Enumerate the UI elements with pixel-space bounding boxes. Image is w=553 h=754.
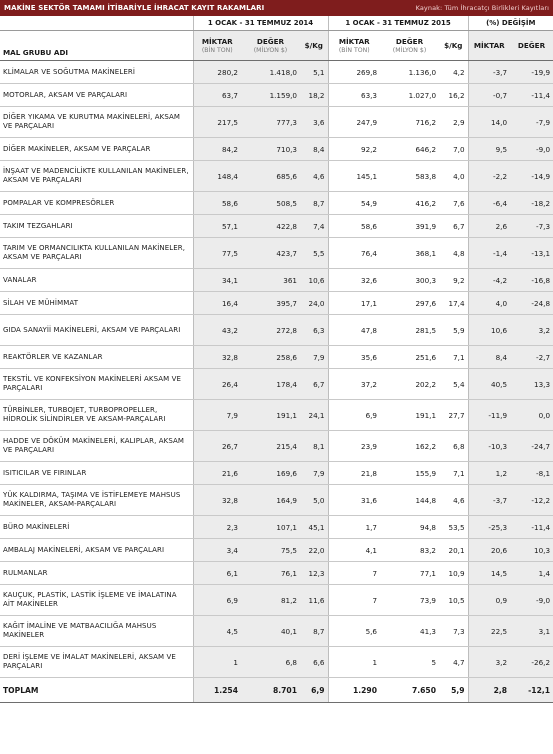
miktar-2014-cell: 280,2 xyxy=(193,61,241,84)
deger-2014-header xyxy=(241,31,300,61)
change-miktar-cell: 22,5 xyxy=(468,616,510,647)
miktar-2015-cell: 247,9 xyxy=(328,107,380,138)
perkg-2015-cell: 27,7 xyxy=(439,400,468,431)
table-row xyxy=(0,400,553,431)
change-miktar-cell: 1,2 xyxy=(468,462,510,485)
deger-label: DEĞER xyxy=(395,36,424,46)
deger-2015-cell: 155,9 xyxy=(380,462,439,485)
group-name-cell: YÜK KALDIRMA, TAŞIMA VE İSTİFLEMEYE MAHSUS MAKİNELER, AKSAM-PARÇALARI xyxy=(0,485,193,516)
perkg-2014-cell: 7,4 xyxy=(300,215,328,238)
table-row xyxy=(0,315,553,346)
deger-2015-header xyxy=(380,31,439,61)
miktar-2014-cell: 217,5 xyxy=(193,107,241,138)
change-deger-cell: 3,2 xyxy=(510,315,553,346)
miktar-2014-cell: 3,4 xyxy=(193,539,241,562)
change-deger-cell: -13,1 xyxy=(510,238,553,269)
perkg-2015-cell: 4,0 xyxy=(439,161,468,192)
miktar-2015-cell: 4,1 xyxy=(328,539,380,562)
change-deger-cell: -26,2 xyxy=(510,647,553,678)
total-miktar-2015: 1.290 xyxy=(328,678,380,703)
perkg-2014-cell: 3,6 xyxy=(300,107,328,138)
perkg-2014-cell: 8,1 xyxy=(300,431,328,462)
perkg-2014-cell: 8,7 xyxy=(300,192,328,215)
perkg-2014-cell: 5,5 xyxy=(300,238,328,269)
change-miktar-cell: -11,9 xyxy=(468,400,510,431)
table-row xyxy=(0,84,553,107)
miktar-2014-cell: 7,9 xyxy=(193,400,241,431)
total-perkg-2015: 5,9 xyxy=(439,678,468,703)
deger-2014-cell: 215,4 xyxy=(241,431,300,462)
header-empty-cell xyxy=(0,16,193,31)
table-row xyxy=(0,107,553,138)
group-name-cell: DERİ İŞLEME VE İMALAT MAKİNELERİ, AKSAM VE PARÇALARI xyxy=(0,647,193,678)
deger-2014-cell: 423,7 xyxy=(241,238,300,269)
perkg-2014-cell: 6,7 xyxy=(300,369,328,400)
deger-unit: (MİLYON $) xyxy=(253,46,288,54)
total-change-miktar: 2,8 xyxy=(468,678,510,703)
deger-2014-cell: 508,5 xyxy=(241,192,300,215)
miktar-2014-cell: 148,4 xyxy=(193,161,241,192)
change-deger-cell: 3,1 xyxy=(510,616,553,647)
deger-2015-cell: 5 xyxy=(380,647,439,678)
group-name-cell: POMPALAR VE KOMPRESÖRLER xyxy=(0,192,193,215)
change-deger-cell: -14,9 xyxy=(510,161,553,192)
group-name-cell: GIDA SANAYİİ MAKİNELERİ, AKSAM VE PARÇALARI xyxy=(0,315,193,346)
table-row xyxy=(0,431,553,462)
deger-2015-cell: 251,6 xyxy=(380,346,439,369)
perkg-2015-cell: 10,9 xyxy=(439,562,468,585)
export-table xyxy=(0,16,553,703)
miktar-2015-cell: 21,8 xyxy=(328,462,380,485)
group-name-cell: REAKTÖRLER VE KAZANLAR xyxy=(0,346,193,369)
miktar-2014-cell: 57,1 xyxy=(193,215,241,238)
deger-2015-cell: 94,8 xyxy=(380,516,439,539)
change-miktar-cell: 0,9 xyxy=(468,585,510,616)
table-row xyxy=(0,616,553,647)
miktar-2015-cell: 47,8 xyxy=(328,315,380,346)
deger-2015-cell: 391,9 xyxy=(380,215,439,238)
perkg-2015-cell: 2,9 xyxy=(439,107,468,138)
miktar-2014-cell: 6,9 xyxy=(193,585,241,616)
perkg-2014-cell: 6,3 xyxy=(300,315,328,346)
miktar-2014-cell: 21,6 xyxy=(193,462,241,485)
change-miktar-cell: -25,3 xyxy=(468,516,510,539)
change-deger-header: DEĞER xyxy=(510,31,553,61)
perkg-2015-cell: 7,0 xyxy=(439,138,468,161)
deger-label: DEĞER xyxy=(256,36,285,46)
perkg-2015-cell: 5,9 xyxy=(439,315,468,346)
miktar-2015-cell: 7 xyxy=(328,562,380,585)
perkg-2014-cell: 5,1 xyxy=(300,61,328,84)
change-deger-cell: -24,7 xyxy=(510,431,553,462)
table-row xyxy=(0,346,553,369)
change-deger-cell: -11,4 xyxy=(510,516,553,539)
deger-2015-cell: 41,3 xyxy=(380,616,439,647)
change-deger-cell: 13,3 xyxy=(510,369,553,400)
deger-2014-cell: 81,2 xyxy=(241,585,300,616)
group-name-cell: AMBALAJ MAKİNELERİ, AKSAM VE PARÇALARI xyxy=(0,539,193,562)
deger-2015-cell: 1.027,0 xyxy=(380,84,439,107)
table-row xyxy=(0,138,553,161)
group-name-cell: KAĞIT İMALİNE VE MATBAACILIĞA MAHSUS MAKİNELER xyxy=(0,616,193,647)
table-row xyxy=(0,462,553,485)
change-deger-cell: 0,0 xyxy=(510,400,553,431)
table-row xyxy=(0,562,553,585)
deger-2014-cell: 75,5 xyxy=(241,539,300,562)
deger-2014-cell: 191,1 xyxy=(241,400,300,431)
deger-2014-cell: 1.418,0 xyxy=(241,61,300,84)
miktar-2014-cell: 77,5 xyxy=(193,238,241,269)
perkg-2015-cell: 6,7 xyxy=(439,215,468,238)
table-row xyxy=(0,292,553,315)
perkg-2014-cell: 22,0 xyxy=(300,539,328,562)
deger-2014-cell: 685,6 xyxy=(241,161,300,192)
change-miktar-cell: 14,5 xyxy=(468,562,510,585)
group-name-cell: TÜRBİNLER, TURBOJET, TURBOPROPELLER, HİDROLİK SİLİNDİRLER VE AKSAM-PARÇALARI xyxy=(0,400,193,431)
total-deger-2014: 8.701 xyxy=(241,678,300,703)
perkg-2015-cell: 7,6 xyxy=(439,192,468,215)
miktar-unit: (BİN TON) xyxy=(338,46,370,54)
perkg-2014-cell: 10,6 xyxy=(300,269,328,292)
deger-2014-cell: 777,3 xyxy=(241,107,300,138)
table-row xyxy=(0,161,553,192)
deger-2015-cell: 716,2 xyxy=(380,107,439,138)
deger-2014-cell: 169,6 xyxy=(241,462,300,485)
change-miktar-cell: 20,6 xyxy=(468,539,510,562)
miktar-2014-cell: 32,8 xyxy=(193,485,241,516)
deger-2015-cell: 73,9 xyxy=(380,585,439,616)
perkg-2014-cell: 6,6 xyxy=(300,647,328,678)
miktar-2014-cell: 84,2 xyxy=(193,138,241,161)
perkg-2014-cell: 24,0 xyxy=(300,292,328,315)
perkg-2014-cell: 8,7 xyxy=(300,616,328,647)
perkg-2015-cell: 4,6 xyxy=(439,485,468,516)
miktar-2015-cell: 63,3 xyxy=(328,84,380,107)
deger-2015-cell: 83,2 xyxy=(380,539,439,562)
deger-2015-cell: 77,1 xyxy=(380,562,439,585)
deger-2015-cell: 300,3 xyxy=(380,269,439,292)
miktar-2014-cell: 1 xyxy=(193,647,241,678)
table-body xyxy=(0,61,553,678)
deger-2014-cell: 6,8 xyxy=(241,647,300,678)
deger-2014-cell: 164,9 xyxy=(241,485,300,516)
miktar-2015-cell: 5,6 xyxy=(328,616,380,647)
deger-2014-cell: 272,8 xyxy=(241,315,300,346)
deger-2015-cell: 368,1 xyxy=(380,238,439,269)
table-row xyxy=(0,516,553,539)
perkg-2015-cell: 17,4 xyxy=(439,292,468,315)
miktar-2014-cell: 16,4 xyxy=(193,292,241,315)
change-miktar-cell: 10,6 xyxy=(468,315,510,346)
perkg-2014-cell: 7,9 xyxy=(300,462,328,485)
perkg-2015-cell: 9,2 xyxy=(439,269,468,292)
change-miktar-cell: 8,4 xyxy=(468,346,510,369)
change-miktar-cell: 4,0 xyxy=(468,292,510,315)
miktar-2014-cell: 6,1 xyxy=(193,562,241,585)
table-row xyxy=(0,585,553,616)
perkg-2015-cell: 20,1 xyxy=(439,539,468,562)
total-label: TOPLAM xyxy=(0,678,193,703)
change-deger-cell: -18,2 xyxy=(510,192,553,215)
change-deger-cell: -12,2 xyxy=(510,485,553,516)
group-name-cell: TAKIM TEZGAHLARI xyxy=(0,215,193,238)
deger-2015-cell: 416,2 xyxy=(380,192,439,215)
miktar-2015-cell: 1,7 xyxy=(328,516,380,539)
change-miktar-header: MİKTAR xyxy=(468,31,510,61)
miktar-2014-cell: 4,5 xyxy=(193,616,241,647)
deger-2014-cell: 422,8 xyxy=(241,215,300,238)
table-row xyxy=(0,269,553,292)
deger-2014-cell: 361 xyxy=(241,269,300,292)
miktar-2015-cell: 23,9 xyxy=(328,431,380,462)
miktar-2015-cell: 7 xyxy=(328,585,380,616)
group-name-cell: VANALAR xyxy=(0,269,193,292)
miktar-2014-cell: 32,8 xyxy=(193,346,241,369)
perkg-2015-cell: 4,7 xyxy=(439,647,468,678)
perkg-2015-header: $/Kg xyxy=(439,31,468,61)
group-name-cell: TEKSTİL VE KONFEKSİYON MAKİNELERİ AKSAM VE PARÇALARI xyxy=(0,369,193,400)
total-perkg-2014: 6,9 xyxy=(300,678,328,703)
group-name-cell: İNŞAAT VE MADENCİLİKTE KULLANILAN MAKİNELER, AKSAM VE PARÇALARI xyxy=(0,161,193,192)
perkg-2014-cell: 12,3 xyxy=(300,562,328,585)
change-deger-cell: -8,1 xyxy=(510,462,553,485)
period-2014-header: 1 OCAK - 31 TEMMUZ 2014 xyxy=(193,16,328,31)
deger-2015-cell: 202,2 xyxy=(380,369,439,400)
change-deger-cell: 1,4 xyxy=(510,562,553,585)
table-row xyxy=(0,61,553,84)
miktar-2015-cell: 17,1 xyxy=(328,292,380,315)
perkg-2014-cell: 24,1 xyxy=(300,400,328,431)
table-row xyxy=(0,539,553,562)
change-deger-cell: -2,7 xyxy=(510,346,553,369)
group-name-cell: SİLAH VE MÜHİMMAT xyxy=(0,292,193,315)
change-header: (%) DEĞİŞİM xyxy=(468,16,553,31)
perkg-2014-cell: 5,0 xyxy=(300,485,328,516)
perkg-2015-cell: 7,1 xyxy=(439,462,468,485)
miktar-2015-cell: 37,2 xyxy=(328,369,380,400)
table-row xyxy=(0,192,553,215)
perkg-2015-cell: 4,8 xyxy=(439,238,468,269)
perkg-2015-cell: 7,3 xyxy=(439,616,468,647)
change-miktar-cell: 2,6 xyxy=(468,215,510,238)
perkg-2014-cell: 11,6 xyxy=(300,585,328,616)
group-name-cell: DİĞER YIKAMA VE KURUTMA MAKİNELERİ, AKSAM VE PARÇALARI xyxy=(0,107,193,138)
table-row xyxy=(0,485,553,516)
deger-2015-cell: 191,1 xyxy=(380,400,439,431)
group-name-cell: TARIM VE ORMANCILIKTA KULLANILAN MAKİNELER, AKSAM VE PARÇALARI xyxy=(0,238,193,269)
miktar-2015-cell: 32,6 xyxy=(328,269,380,292)
change-deger-cell: -9,0 xyxy=(510,585,553,616)
group-name-cell: DİĞER MAKİNELER, AKSAM VE PARÇALAR xyxy=(0,138,193,161)
miktar-2015-cell: 35,6 xyxy=(328,346,380,369)
miktar-2015-cell: 58,6 xyxy=(328,215,380,238)
change-miktar-cell: -10,3 xyxy=(468,431,510,462)
source-note: Kaynak: Tüm İhracatçı Birlikleri Kayıtları xyxy=(415,4,549,12)
group-name-cell: KAUÇUK, PLASTİK, LASTİK İŞLEME VE İMALATINA AİT MAKİNELER xyxy=(0,585,193,616)
perkg-2015-cell: 16,2 xyxy=(439,84,468,107)
deger-2014-cell: 76,1 xyxy=(241,562,300,585)
miktar-2015-cell: 6,9 xyxy=(328,400,380,431)
change-miktar-cell: 40,5 xyxy=(468,369,510,400)
miktar-2014-cell: 2,3 xyxy=(193,516,241,539)
group-name-cell: KLİMALAR VE SOĞUTMA MAKİNELERİ xyxy=(0,61,193,84)
deger-2015-cell: 144,8 xyxy=(380,485,439,516)
deger-2015-cell: 583,8 xyxy=(380,161,439,192)
change-miktar-cell: -1,4 xyxy=(468,238,510,269)
deger-2014-cell: 178,4 xyxy=(241,369,300,400)
perkg-2015-cell: 6,8 xyxy=(439,431,468,462)
miktar-2015-header xyxy=(328,31,380,61)
miktar-2014-cell: 58,6 xyxy=(193,192,241,215)
deger-2015-cell: 646,2 xyxy=(380,138,439,161)
group-name-cell: BÜRO MAKİNELERİ xyxy=(0,516,193,539)
deger-2014-cell: 395,7 xyxy=(241,292,300,315)
change-deger-cell: -16,8 xyxy=(510,269,553,292)
deger-2015-cell: 162,2 xyxy=(380,431,439,462)
deger-2014-cell: 1.159,0 xyxy=(241,84,300,107)
total-row xyxy=(0,678,553,703)
change-deger-cell: -19,9 xyxy=(510,61,553,84)
deger-2015-cell: 281,5 xyxy=(380,315,439,346)
change-miktar-cell: -4,2 xyxy=(468,269,510,292)
miktar-2015-cell: 1 xyxy=(328,647,380,678)
change-miktar-cell: -2,2 xyxy=(468,161,510,192)
perkg-2014-header: $/Kg xyxy=(300,31,328,61)
perkg-2014-cell: 45,1 xyxy=(300,516,328,539)
total-change-deger: -12,1 xyxy=(510,678,553,703)
change-miktar-cell: 14,0 xyxy=(468,107,510,138)
change-miktar-cell: 9,5 xyxy=(468,138,510,161)
deger-2015-cell: 1.136,0 xyxy=(380,61,439,84)
table-row xyxy=(0,215,553,238)
table-row xyxy=(0,647,553,678)
perkg-2014-cell: 4,6 xyxy=(300,161,328,192)
total-miktar-2014: 1.254 xyxy=(193,678,241,703)
perkg-2015-cell: 7,1 xyxy=(439,346,468,369)
header-row-columns xyxy=(0,31,553,61)
miktar-2014-header xyxy=(193,31,241,61)
miktar-label: MİKTAR xyxy=(338,36,370,46)
change-deger-cell: -24,8 xyxy=(510,292,553,315)
title-bar xyxy=(0,0,553,16)
perkg-2015-cell: 4,2 xyxy=(439,61,468,84)
change-miktar-cell: -6,4 xyxy=(468,192,510,215)
miktar-unit: (BİN TON) xyxy=(201,46,233,54)
change-miktar-cell: 3,2 xyxy=(468,647,510,678)
perkg-2015-cell: 5,4 xyxy=(439,369,468,400)
miktar-2015-cell: 269,8 xyxy=(328,61,380,84)
change-deger-cell: -7,9 xyxy=(510,107,553,138)
miktar-2015-cell: 54,9 xyxy=(328,192,380,215)
period-2015-header: 1 OCAK - 31 TEMMUZ 2015 xyxy=(328,16,468,31)
change-deger-cell: -9,0 xyxy=(510,138,553,161)
change-miktar-cell: -3,7 xyxy=(468,485,510,516)
change-deger-cell: 10,3 xyxy=(510,539,553,562)
change-deger-cell: -7,3 xyxy=(510,215,553,238)
miktar-2014-cell: 26,4 xyxy=(193,369,241,400)
miktar-2014-cell: 26,7 xyxy=(193,431,241,462)
group-name-cell: RULMANLAR xyxy=(0,562,193,585)
change-miktar-cell: -0,7 xyxy=(468,84,510,107)
miktar-2014-cell: 43,2 xyxy=(193,315,241,346)
table-row xyxy=(0,238,553,269)
miktar-2014-cell: 63,7 xyxy=(193,84,241,107)
miktar-label: MİKTAR xyxy=(201,36,233,46)
group-name-cell: MOTORLAR, AKSAM VE PARÇALARI xyxy=(0,84,193,107)
group-name-cell: HADDE VE DÖKÜM MAKİNELERİ, KALIPLAR, AKSAM VE PARÇALARI xyxy=(0,431,193,462)
perkg-2015-cell: 53,5 xyxy=(439,516,468,539)
deger-2014-cell: 258,6 xyxy=(241,346,300,369)
header-row-periods xyxy=(0,16,553,31)
perkg-2014-cell: 8,4 xyxy=(300,138,328,161)
table-row xyxy=(0,369,553,400)
perkg-2015-cell: 10,5 xyxy=(439,585,468,616)
total-deger-2015: 7.650 xyxy=(380,678,439,703)
deger-2015-cell: 297,6 xyxy=(380,292,439,315)
group-name-header: MAL GRUBU ADI xyxy=(0,31,193,61)
perkg-2014-cell: 18,2 xyxy=(300,84,328,107)
change-miktar-cell: -3,7 xyxy=(468,61,510,84)
deger-unit: (MİLYON $) xyxy=(392,46,427,54)
change-deger-cell: -11,4 xyxy=(510,84,553,107)
deger-2014-cell: 40,1 xyxy=(241,616,300,647)
deger-2014-cell: 107,1 xyxy=(241,516,300,539)
perkg-2014-cell: 7,9 xyxy=(300,346,328,369)
group-name-cell: ISITICILAR VE FIRINLAR xyxy=(0,462,193,485)
miktar-2014-cell: 34,1 xyxy=(193,269,241,292)
miktar-2015-cell: 92,2 xyxy=(328,138,380,161)
miktar-2015-cell: 31,6 xyxy=(328,485,380,516)
miktar-2015-cell: 76,4 xyxy=(328,238,380,269)
deger-2014-cell: 710,3 xyxy=(241,138,300,161)
miktar-2015-cell: 145,1 xyxy=(328,161,380,192)
table-title: MAKİNE SEKTÖR TAMAMI İTİBARİYLE İHRACAT KAYIT RAKAMLARI xyxy=(4,4,265,12)
